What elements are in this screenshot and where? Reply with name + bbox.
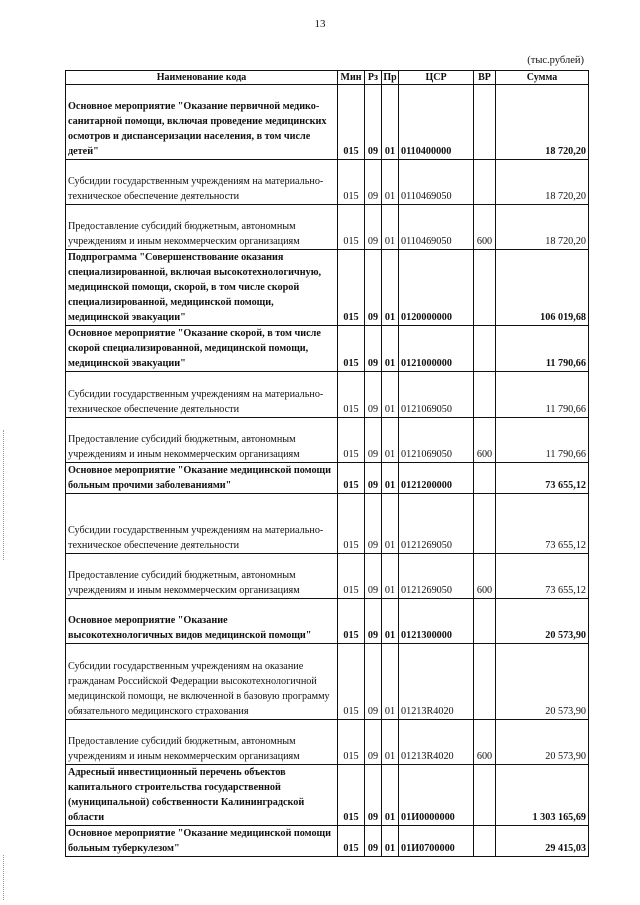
row-min: 015: [338, 205, 365, 250]
row-min: 015: [338, 599, 365, 644]
row-name: Основное мероприятие "Оказание первичной медико-санитарной помощи, включая проведение медицинских осмотров и диспансеризации населения, в том числе детей": [66, 85, 338, 160]
row-vr: [474, 250, 496, 326]
units-label: (тыс.рублей): [527, 55, 584, 66]
row-sum: 20 573,90: [496, 644, 589, 720]
row-csr: 0120000000: [399, 250, 474, 326]
row-rz: 09: [365, 326, 382, 372]
row-name: Предоставление субсидий бюджетным, автономным учреждениям и иным некоммерческим организациям: [66, 205, 338, 250]
row-name: Предоставление субсидий бюджетным, автономным учреждениям и иным некоммерческим организациям: [66, 720, 338, 765]
row-sum: 29 415,03: [496, 826, 589, 857]
row-name: Предоставление субсидий бюджетным, автономным учреждениям и иным некоммерческим организациям: [66, 554, 338, 599]
row-rz: 09: [365, 599, 382, 644]
row-vr: [474, 160, 496, 205]
row-pr: 01: [382, 463, 399, 494]
header-sum: Сумма: [496, 71, 589, 85]
row-name: Субсидии государственным учреждениям на материально-техническое обеспечение деятельности: [66, 160, 338, 205]
row-vr: [474, 85, 496, 160]
table-row: [66, 205, 589, 250]
table-row: [66, 599, 589, 644]
table-row: [66, 160, 589, 205]
row-vr: 600: [474, 205, 496, 250]
row-sum: 20 573,90: [496, 599, 589, 644]
row-rz: 09: [365, 205, 382, 250]
row-rz: 09: [365, 463, 382, 494]
row-rz: 09: [365, 765, 382, 826]
row-min: 015: [338, 720, 365, 765]
row-sum: 18 720,20: [496, 205, 589, 250]
row-sum: 11 790,66: [496, 326, 589, 372]
row-name: Основное мероприятие "Оказание медицинской помощи больным прочими заболеваниями": [66, 463, 338, 494]
table-row: [66, 85, 589, 160]
row-csr: 01И0700000: [399, 826, 474, 857]
row-vr: [474, 326, 496, 372]
row-rz: 09: [365, 372, 382, 418]
row-csr: 0121069050: [399, 372, 474, 418]
table-row: [66, 554, 589, 599]
row-vr: [474, 826, 496, 857]
row-csr: 0110400000: [399, 85, 474, 160]
row-sum: 11 790,66: [496, 418, 589, 463]
budget-table: [65, 70, 589, 857]
scan-margin-mark: [3, 855, 5, 900]
row-pr: 01: [382, 599, 399, 644]
row-pr: 01: [382, 765, 399, 826]
row-name: Основное мероприятие "Оказание скорой, в том числе скорой специализированной, медицинской помощи, медицинской эвакуации": [66, 326, 338, 372]
row-vr: [474, 644, 496, 720]
table-header-row: [66, 71, 589, 85]
row-name: Предоставление субсидий бюджетным, автономным учреждениям и иным некоммерческим организациям: [66, 418, 338, 463]
row-rz: 09: [365, 494, 382, 554]
table-row: [66, 463, 589, 494]
table-row: [66, 765, 589, 826]
row-min: 015: [338, 463, 365, 494]
row-name: Адресный инвестиционный перечень объектов капитального строительства государственной (муниципальной) собственности Калининградской области: [66, 765, 338, 826]
header-csr: ЦСР: [399, 71, 474, 85]
row-pr: 01: [382, 326, 399, 372]
row-vr: 600: [474, 720, 496, 765]
row-sum: 106 019,68: [496, 250, 589, 326]
row-pr: 01: [382, 418, 399, 463]
row-min: 015: [338, 554, 365, 599]
row-sum: 73 655,12: [496, 494, 589, 554]
row-sum: 73 655,12: [496, 463, 589, 494]
row-pr: 01: [382, 494, 399, 554]
row-csr: 0121269050: [399, 554, 474, 599]
row-min: 015: [338, 160, 365, 205]
row-rz: 09: [365, 418, 382, 463]
header-pr: Пр: [383, 71, 397, 83]
row-csr: 0121300000: [399, 599, 474, 644]
row-sum: 18 720,20: [496, 85, 589, 160]
row-rz: 09: [365, 250, 382, 326]
row-name: Субсидии государственным учреждениям на оказание гражданам Российской Федерации высокотехнологичной медицинской помощи, не включенной в базовую программу обязательного медицинского страхования: [66, 644, 338, 720]
row-pr: 01: [382, 160, 399, 205]
row-min: 015: [338, 826, 365, 857]
row-min: 015: [338, 326, 365, 372]
row-min: 015: [338, 372, 365, 418]
row-csr: 0121000000: [399, 326, 474, 372]
row-pr: 01: [382, 644, 399, 720]
header-vr: ВР: [474, 71, 496, 85]
row-min: 015: [338, 494, 365, 554]
header-name: Наименование кода: [66, 71, 338, 85]
row-pr: 01: [382, 720, 399, 765]
table-row: [66, 418, 589, 463]
row-csr: 01213R4020: [399, 720, 474, 765]
row-csr: 0110469050: [399, 205, 474, 250]
row-vr: [474, 765, 496, 826]
row-name: Субсидии государственным учреждениям на материально-техническое обеспечение деятельности: [66, 494, 338, 554]
row-csr: 01И0000000: [399, 765, 474, 826]
row-vr: [474, 494, 496, 554]
row-sum: 1 303 165,69: [496, 765, 589, 826]
row-rz: 09: [365, 826, 382, 857]
table-row: [66, 326, 589, 372]
row-min: 015: [338, 418, 365, 463]
table-row: [66, 372, 589, 418]
row-sum: 20 573,90: [496, 720, 589, 765]
row-name: Подпрограмма "Совершенствование оказания специализированной, включая высокотехнологичную, медицинской помощи, скорой, в том числе скорой специализированной, медицинской помощи, медицинской эвакуации": [66, 250, 338, 326]
row-csr: 0110469050: [399, 160, 474, 205]
row-vr: 600: [474, 554, 496, 599]
row-sum: 11 790,66: [496, 372, 589, 418]
row-pr: 01: [382, 372, 399, 418]
row-pr: 01: [382, 250, 399, 326]
row-sum: 18 720,20: [496, 160, 589, 205]
row-pr: 01: [382, 85, 399, 160]
row-min: 015: [338, 644, 365, 720]
header-min: Мин: [338, 71, 365, 85]
table-row: [66, 720, 589, 765]
scan-margin-mark: [3, 430, 5, 560]
row-csr: 0121269050: [399, 494, 474, 554]
row-csr: 01213R4020: [399, 644, 474, 720]
row-rz: 09: [365, 160, 382, 205]
row-rz: 09: [365, 554, 382, 599]
table-row: [66, 644, 589, 720]
page-number: 13: [314, 18, 326, 30]
row-rz: 09: [365, 85, 382, 160]
row-pr: 01: [382, 554, 399, 599]
table-row: [66, 494, 589, 554]
row-pr: 01: [382, 826, 399, 857]
row-min: 015: [338, 250, 365, 326]
row-name: Основное мероприятие "Оказание медицинской помощи больным туберкулезом": [66, 826, 338, 857]
header-rz: Рз: [365, 71, 382, 85]
row-min: 015: [338, 765, 365, 826]
table-row: [66, 250, 589, 326]
row-vr: [474, 599, 496, 644]
row-vr: [474, 372, 496, 418]
row-pr: 01: [382, 205, 399, 250]
row-rz: 09: [365, 644, 382, 720]
row-min: 015: [338, 85, 365, 160]
row-vr: 600: [474, 418, 496, 463]
row-name: Субсидии государственным учреждениям на материально-техническое обеспечение деятельности: [66, 372, 338, 418]
row-csr: 0121200000: [399, 463, 474, 494]
row-sum: 73 655,12: [496, 554, 589, 599]
row-name: Основное мероприятие "Оказание высокотехнологичных видов медицинской помощи": [66, 599, 338, 644]
table-row: [66, 826, 589, 857]
row-csr: 0121069050: [399, 418, 474, 463]
row-rz: 09: [365, 720, 382, 765]
row-vr: [474, 463, 496, 494]
